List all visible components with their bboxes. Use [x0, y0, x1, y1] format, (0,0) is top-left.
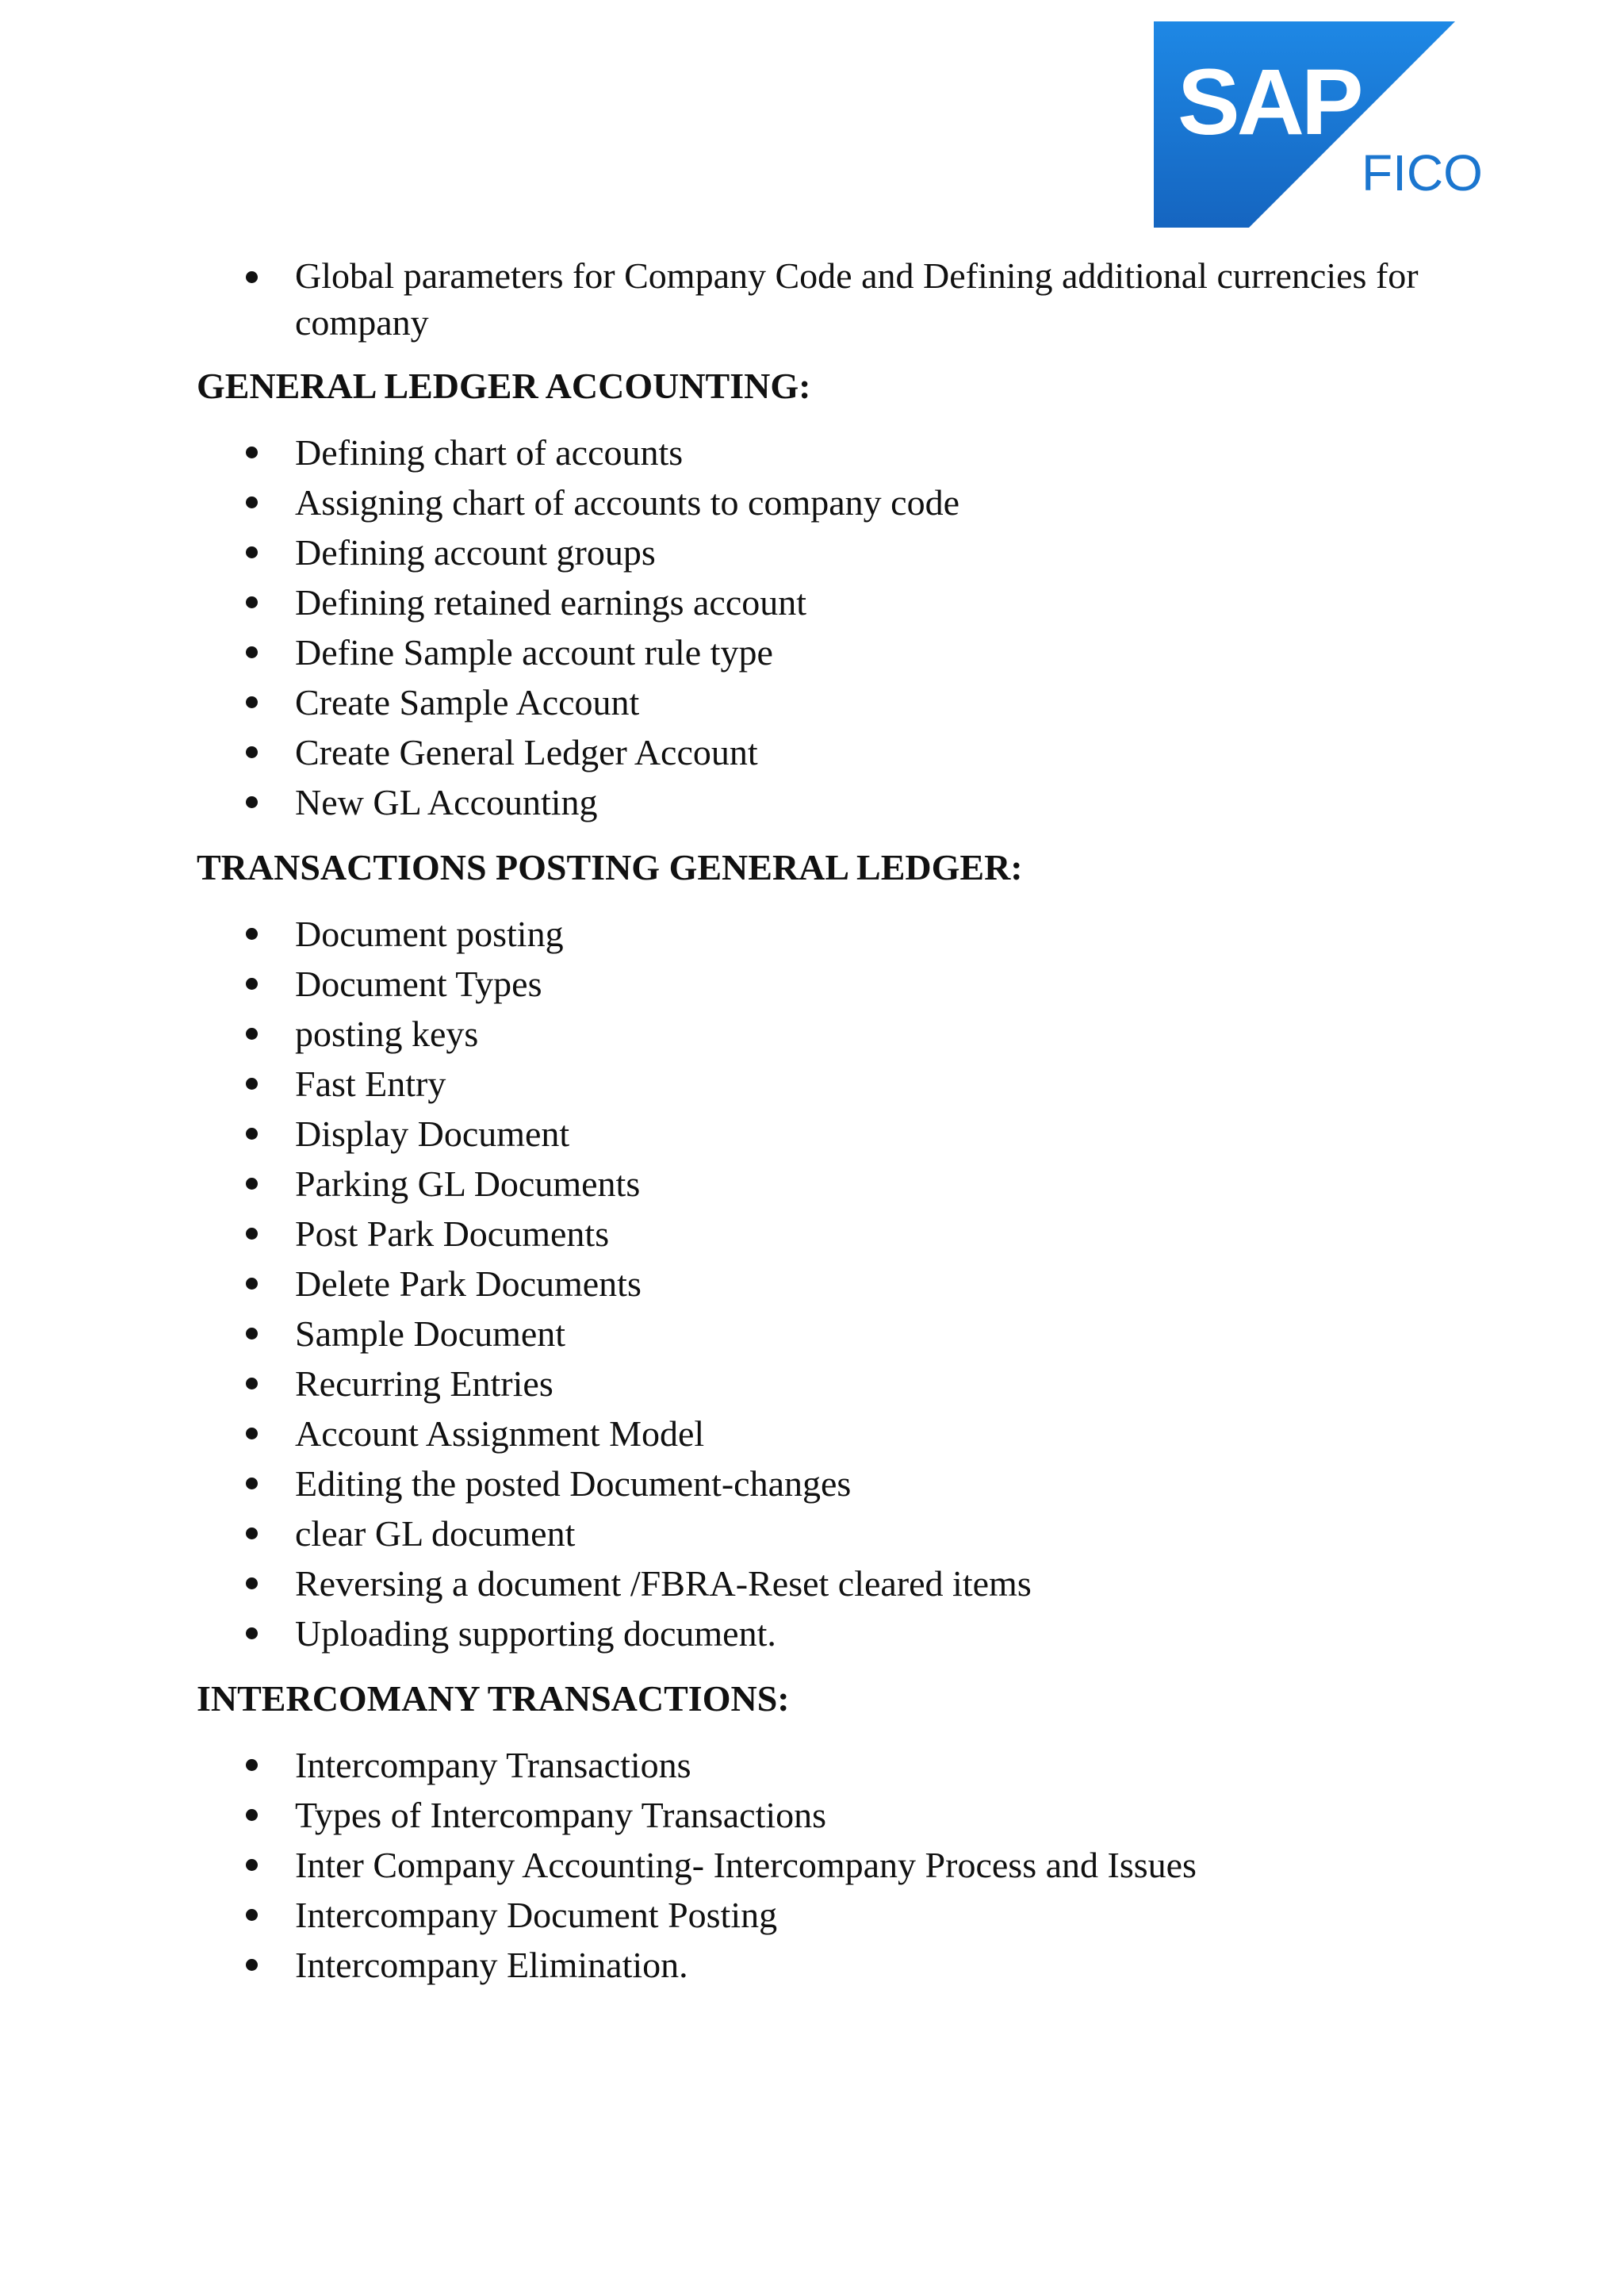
list-item: Assigning chart of accounts to company code: [197, 477, 1465, 527]
list-item: clear GL document: [197, 1508, 1465, 1558]
bullet-icon: [246, 978, 258, 990]
list-item: Account Assignment Model: [197, 1409, 1465, 1458]
bullet-icon: [246, 447, 258, 458]
list-item: Create General Ledger Account: [197, 727, 1465, 777]
bullet-icon: [246, 1128, 258, 1140]
list-item: Intercompany Document Posting: [197, 1890, 1465, 1940]
list-item: New GL Accounting: [197, 777, 1465, 827]
list-item: Document posting: [197, 909, 1465, 959]
bullet-icon: [246, 1577, 258, 1589]
section-heading-transactions-posting: TRANSACTIONS POSTING GENERAL LEDGER:: [197, 847, 1023, 887]
list-item: Inter Company Accounting- Intercompany Process and Issues: [197, 1840, 1465, 1890]
list-item: Defining chart of accounts: [197, 427, 1465, 477]
general-ledger-list: [197, 427, 1465, 827]
bullet-icon: [246, 1627, 258, 1639]
list-item: Fast Entry: [197, 1059, 1465, 1109]
bullet-icon: [246, 1178, 258, 1190]
intercompany-list: [197, 1740, 1465, 1990]
bullet-icon: [246, 1959, 258, 1971]
bullet-icon: [246, 1428, 258, 1439]
list-item: Types of Intercompany Transactions: [197, 1790, 1465, 1840]
list-item: Parking GL Documents: [197, 1159, 1465, 1209]
list-item: Intercompany Elimination.: [197, 1940, 1465, 1990]
bullet-icon: [246, 796, 258, 808]
logo-brand-text: SAP: [1178, 50, 1361, 155]
list-item: Defining retained earnings account: [197, 577, 1465, 627]
bullet-icon: [246, 1527, 258, 1539]
list-item: Editing the posted Document-changes: [197, 1458, 1465, 1508]
section-heading-general-ledger: GENERAL LEDGER ACCOUNTING:: [197, 366, 811, 406]
bullet-icon: [246, 746, 258, 758]
list-item: Global parameters for Company Code and Defining additional currencies for company: [197, 252, 1465, 346]
bullet-icon: [246, 1278, 258, 1290]
bullet-icon: [246, 1859, 258, 1871]
intro-list: [197, 252, 1465, 346]
list-item: Reversing a document /FBRA-Reset cleared items: [197, 1558, 1465, 1608]
bullet-icon: [246, 496, 258, 508]
bullet-icon: [246, 1328, 258, 1340]
list-item: Sample Document: [197, 1309, 1465, 1359]
section-heading-intercompany: INTERCOMANY TRANSACTIONS:: [197, 1678, 790, 1719]
bullet-icon: [246, 1478, 258, 1489]
list-item: Create Sample Account: [197, 677, 1465, 727]
bullet-icon: [246, 1909, 258, 1921]
list-item: Define Sample account rule type: [197, 627, 1465, 677]
list-item: Post Park Documents: [197, 1209, 1465, 1259]
list-item: Delete Park Documents: [197, 1259, 1465, 1309]
bullet-icon: [246, 1759, 258, 1771]
list-item: Intercompany Transactions: [197, 1740, 1465, 1790]
bullet-icon: [246, 1078, 258, 1090]
list-item: Display Document: [197, 1109, 1465, 1159]
sap-fico-logo: [1154, 21, 1487, 228]
list-item: Document Types: [197, 959, 1465, 1009]
bullet-icon: [246, 646, 258, 658]
bullet-icon: [246, 1809, 258, 1821]
logo-product-text: FICO: [1362, 144, 1483, 201]
list-item: posting keys: [197, 1009, 1465, 1059]
list-item: Defining account groups: [197, 527, 1465, 577]
bullet-icon: [246, 928, 258, 940]
bullet-icon: [246, 1028, 258, 1040]
transactions-posting-list: [197, 909, 1465, 1658]
bullet-icon: [246, 1228, 258, 1240]
bullet-icon: [246, 546, 258, 558]
document-body: [197, 252, 1465, 1990]
sap-fico-logo-graphic: [1154, 21, 1487, 228]
list-item: Uploading supporting document.: [197, 1608, 1465, 1658]
bullet-icon: [246, 1378, 258, 1389]
list-item: Recurring Entries: [197, 1359, 1465, 1409]
bullet-icon: [246, 596, 258, 608]
bullet-icon: [246, 271, 258, 283]
bullet-icon: [246, 696, 258, 708]
